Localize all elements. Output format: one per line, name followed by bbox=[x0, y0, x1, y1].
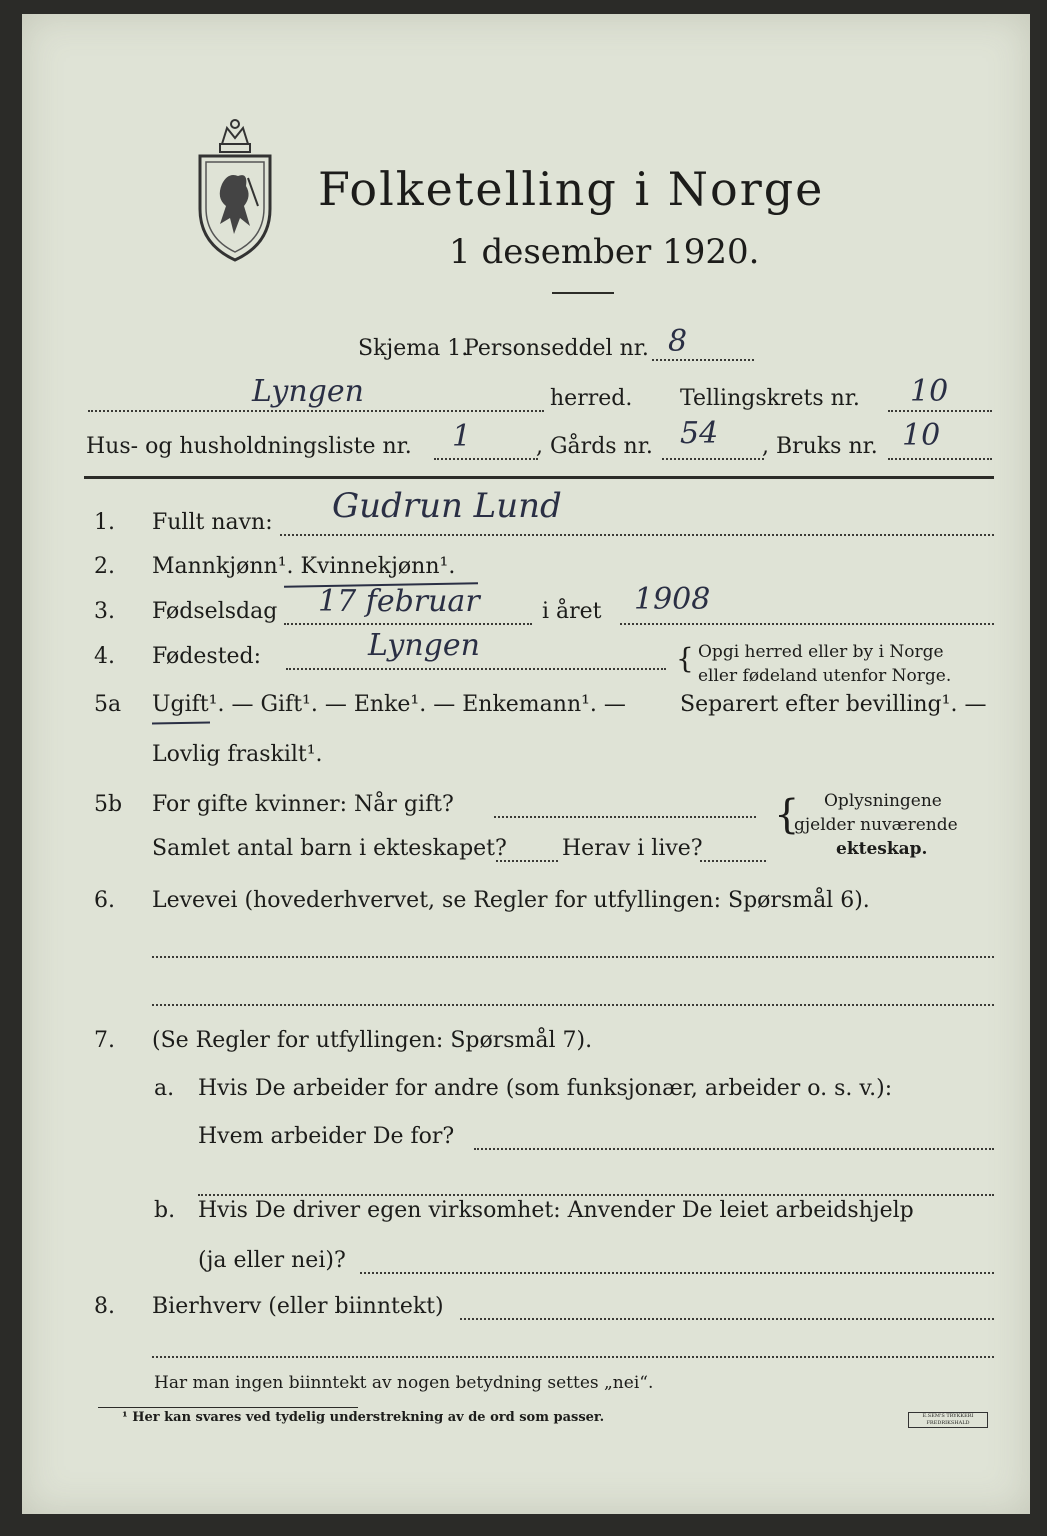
q4-brace: { bbox=[676, 642, 694, 675]
personseddel-value[interactable]: 8 bbox=[668, 324, 688, 359]
q5a-ugift-underline bbox=[152, 721, 210, 724]
q7-label: (Se Regler for utfyllingen: Spørsmål 7). bbox=[152, 1028, 593, 1053]
tellingskrets-value[interactable]: 10 bbox=[910, 374, 949, 409]
q7b-answer-line bbox=[360, 1272, 994, 1274]
q5a-options-3: Lovlig fraskilt¹. bbox=[152, 742, 323, 767]
coat-of-arms-lion-icon bbox=[192, 114, 278, 264]
q5a-options: Ugift¹. — Gift¹. — Enke¹. — Enkemann¹. — bbox=[152, 692, 626, 717]
q7a-line-2 bbox=[198, 1194, 994, 1196]
q3-label: Fødselsdag bbox=[152, 599, 278, 624]
q4-note-2: eller fødeland utenfor Norge. bbox=[698, 666, 952, 686]
q3-number: 3. bbox=[94, 599, 115, 624]
q3-year-label: i året bbox=[542, 599, 602, 624]
q3-date-line bbox=[284, 623, 532, 625]
q8-label: Bierhverv (eller biinntekt) bbox=[152, 1294, 444, 1319]
q4-label: Fødested: bbox=[152, 644, 262, 669]
q7a-employer-line bbox=[474, 1148, 994, 1150]
q5b-when-married-line bbox=[494, 816, 756, 818]
q7a-employer-label: Hvem arbeider De for? bbox=[198, 1124, 455, 1149]
q2-number: 2. bbox=[94, 554, 115, 579]
q6-number: 6. bbox=[94, 888, 115, 913]
q5b-alive-line bbox=[700, 860, 766, 862]
personseddel-line bbox=[652, 359, 754, 361]
q8-line-2 bbox=[152, 1356, 994, 1358]
q6-line-1 bbox=[152, 956, 994, 958]
herred-line bbox=[88, 410, 544, 412]
form-date: 1 desember 1920. bbox=[449, 232, 760, 272]
gards-label: , Gårds nr. bbox=[536, 434, 653, 459]
q5b-when-married-label: For gifte kvinner: Når gift? bbox=[152, 792, 454, 817]
q7a-letter: a. bbox=[154, 1076, 175, 1101]
herred-label: herred. bbox=[550, 386, 633, 411]
q3-year-line bbox=[620, 623, 994, 625]
q1-label: Fullt navn: bbox=[152, 510, 273, 535]
q7b-answer-label: (ja eller nei)? bbox=[198, 1248, 346, 1273]
q1-number: 1. bbox=[94, 510, 115, 535]
q8-number: 8. bbox=[94, 1294, 115, 1319]
tellingskrets-label: Tellingskrets nr. bbox=[680, 386, 860, 411]
gards-value[interactable]: 54 bbox=[680, 416, 719, 451]
husliste-value[interactable]: 1 bbox=[452, 419, 472, 454]
q3-birth-date[interactable]: 17 februar bbox=[318, 584, 480, 619]
footnote: ¹ Her kan svares ved tydelig understrekning av de ord som passer. bbox=[122, 1410, 605, 1425]
q5b-alive-label: Herav i live? bbox=[562, 836, 703, 861]
bruks-label: , Bruks nr. bbox=[762, 434, 878, 459]
q4-number: 4. bbox=[94, 644, 115, 669]
q5b-children-line bbox=[496, 860, 558, 862]
q5b-brace: { bbox=[774, 792, 800, 838]
q4-note-1: Opgi herred eller by i Norge bbox=[698, 642, 944, 662]
q1-full-name[interactable]: Gudrun Lund bbox=[332, 486, 562, 526]
footnote-rule bbox=[98, 1407, 358, 1408]
q7a-label: Hvis De arbeider for andre (som funksjonær, arbeider o. s. v.): bbox=[198, 1076, 893, 1101]
q5b-note-1: Oplysningene bbox=[824, 791, 942, 811]
form-title: Folketelling i Norge bbox=[318, 162, 825, 216]
header-rule bbox=[84, 476, 994, 479]
tellingskrets-line bbox=[888, 410, 992, 412]
q7-number: 7. bbox=[94, 1028, 115, 1053]
q8-note: Har man ingen biinntekt av nogen betydning settes „nei“. bbox=[154, 1373, 654, 1393]
q7b-letter: b. bbox=[154, 1198, 176, 1223]
q3-birth-year[interactable]: 1908 bbox=[634, 582, 711, 617]
bruks-line bbox=[888, 458, 992, 460]
q6-label: Levevei (hovederhvervet, se Regler for utfyllingen: Spørsmål 6). bbox=[152, 888, 870, 913]
herred-value[interactable]: Lyngen bbox=[252, 374, 364, 409]
title-divider bbox=[552, 292, 614, 294]
bruks-value[interactable]: 10 bbox=[902, 418, 941, 453]
q4-birthplace[interactable]: Lyngen bbox=[368, 628, 480, 663]
personseddel-label: Personseddel nr. bbox=[464, 336, 649, 361]
q5b-children-label: Samlet antal barn i ekteskapet? bbox=[152, 836, 507, 861]
q5a-options-2: Separert efter bevilling¹. — bbox=[680, 692, 987, 717]
gards-line bbox=[662, 458, 764, 460]
q6-line-2 bbox=[152, 1004, 994, 1006]
q5a-number: 5a bbox=[94, 692, 122, 717]
q5b-note-2: gjelder nuværende bbox=[794, 815, 958, 835]
husliste-label: Hus- og husholdningsliste nr. bbox=[86, 434, 412, 459]
q5b-note-3: ekteskap. bbox=[836, 839, 928, 859]
census-form-page bbox=[22, 14, 1030, 1514]
printer-stamp: E.SEM'S TRYKKERI FREDRIKSHALD bbox=[908, 1412, 988, 1428]
q1-line bbox=[280, 534, 994, 536]
skjema-label: Skjema 1. bbox=[358, 336, 469, 361]
q8-line-1 bbox=[460, 1318, 994, 1320]
q2-label: Mannkjønn¹. Kvinnekjønn¹. bbox=[152, 554, 456, 579]
q4-line bbox=[286, 668, 666, 670]
q5b-number: 5b bbox=[94, 792, 123, 817]
q7b-label: Hvis De driver egen virksomhet: Anvender De leiet arbeidshjelp bbox=[198, 1198, 914, 1223]
husliste-line bbox=[434, 458, 538, 460]
